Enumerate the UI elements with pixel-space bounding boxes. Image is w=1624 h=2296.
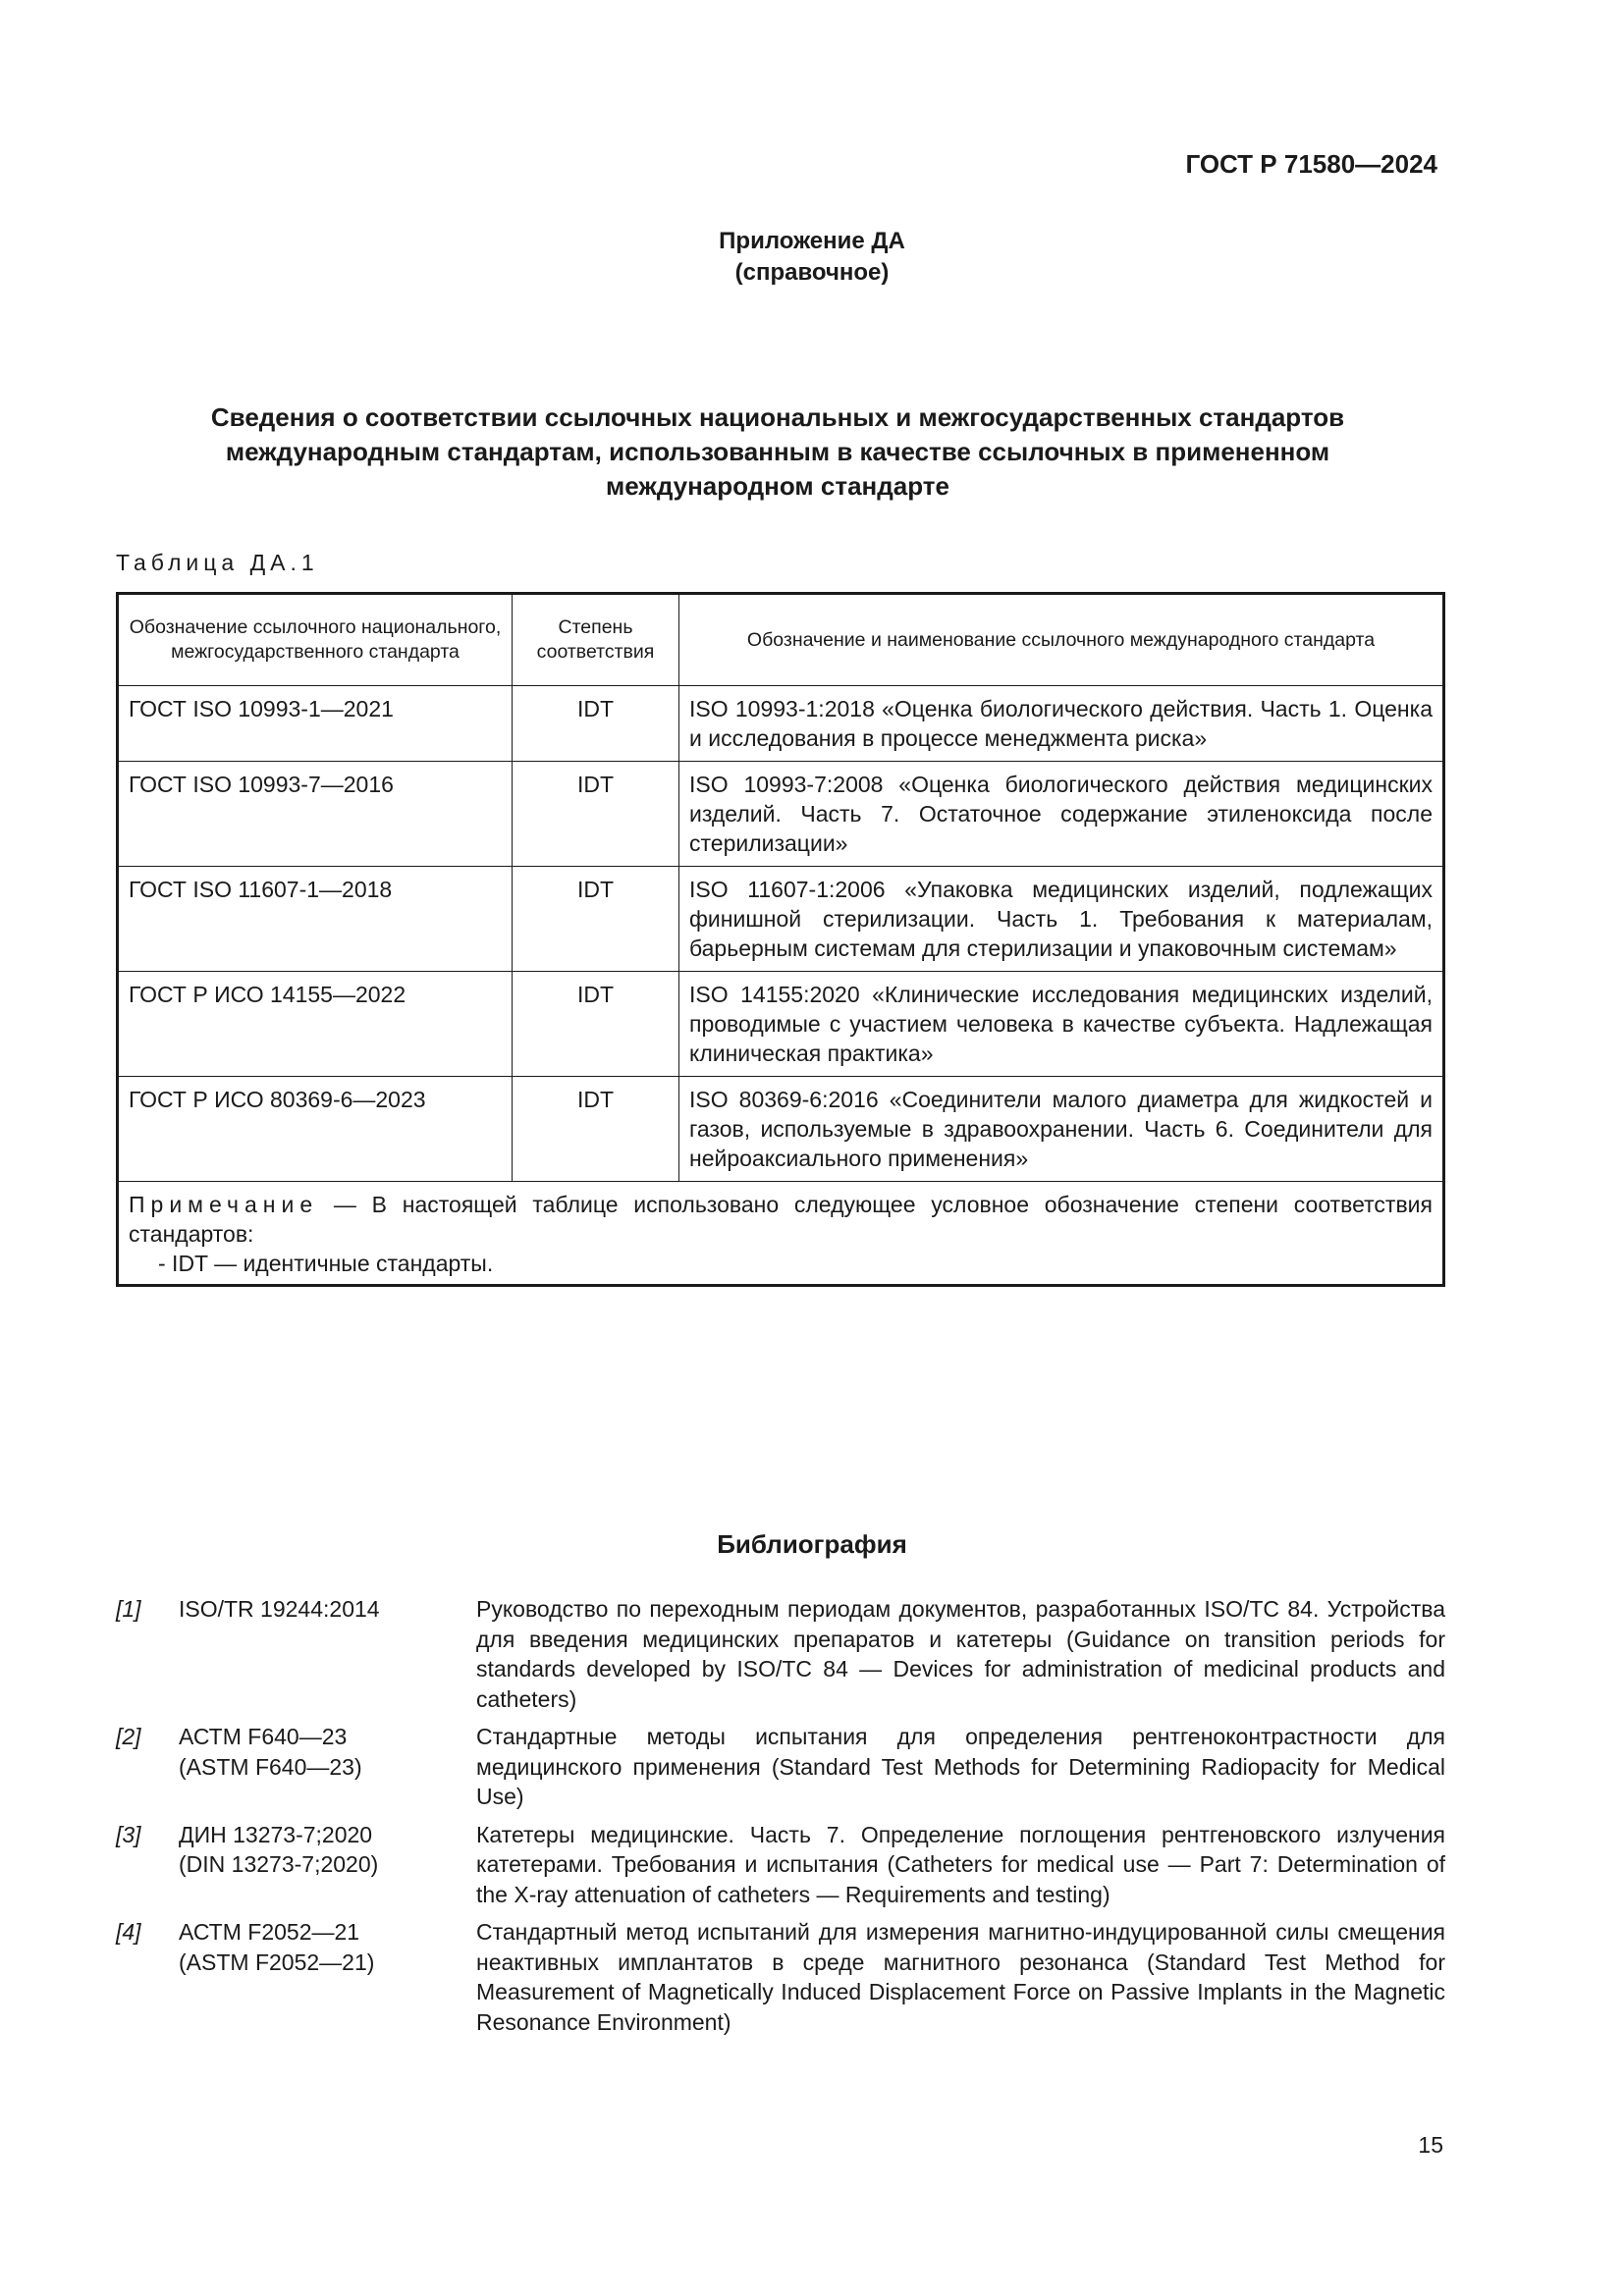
bib-number: [1] — [116, 1596, 141, 1622]
cell-national: ГОСТ ISO 11607-1—2018 — [118, 867, 513, 972]
table-row — [118, 686, 1444, 762]
cell-international: ISO 80369-6:2016 «Соединители малого диаметра для жидкостей и газов, используемые в здравоохранении. Часть 6. Соединители для нейроаксиального применения» — [679, 1077, 1444, 1182]
correspondence-table — [116, 592, 1445, 1287]
bib-code — [179, 1820, 476, 1910]
cell-international: ISO 14155:2020 «Клинические исследования медицинских изделий, проводимые с участием человека в качестве субъекта. Надлежащая клиническая практика» — [679, 972, 1444, 1077]
bibliography-entry — [116, 1722, 1445, 1812]
cell-degree: IDT — [513, 867, 679, 972]
cell-degree: IDT — [513, 1077, 679, 1182]
cell-degree: IDT — [513, 972, 679, 1077]
note-label: Примечание — [129, 1192, 319, 1217]
bib-code-primary: АСТМ F640—23 — [179, 1724, 348, 1749]
bib-number: [2] — [116, 1724, 141, 1749]
section-title-line: Сведения о соответствии ссылочных национальных и межгосударственных стандартов — [210, 402, 1345, 432]
appendix-heading — [0, 226, 1624, 289]
bib-number: [4] — [116, 1919, 141, 1945]
cell-international: ISO 10993-7:2008 «Оценка биологического действия медицинских изделий. Часть 7. Остаточное содержание этиленоксида после стерилизации» — [679, 762, 1444, 867]
header-degree: Степень соответствия — [513, 594, 679, 686]
cell-international: ISO 10993-1:2018 «Оценка биологического действия. Часть 1. Оценка и исследования в процессе менеджмента риска» — [679, 686, 1444, 762]
cell-national: ГОСТ ISO 10993-1—2021 — [118, 686, 513, 762]
bib-code-secondary: (DIN 13273-7;2020) — [179, 1851, 379, 1877]
bib-description: Катетеры медицинские. Часть 7. Определение поглощения рентгеновского излучения катетерами. Требования и испытания (Catheters for medical use — Part 7: Determination of the X-ray attenuation of catheters — Requirements and testing) — [476, 1821, 1445, 1907]
bibliography-entry — [116, 1594, 1445, 1714]
bib-description: Стандартный метод испытаний для измерения магнитно-индуцированной силы смещения неактивных имплантатов в среде магнитного резонанса (Standard Test Method for Measurement of Magnetically Induced Displacement Force on Passive Implants in the Magnetic Resonance Environment) — [476, 1919, 1445, 2035]
cell-national: ГОСТ ISO 10993-7—2016 — [118, 762, 513, 867]
cell-degree: IDT — [513, 686, 679, 762]
page-number: 15 — [1418, 2132, 1443, 2158]
appendix-title: Приложение ДА — [719, 228, 905, 254]
header-international-standard: Обозначение и наименование ссылочного международного стандарта — [679, 594, 1444, 686]
cell-international: ISO 11607-1:2006 «Упаковка медицинских изделий, подлежащих финишной стерилизации. Часть 1. Требования к материалам, барьерным системам для стерилизации и упаковочным системам» — [679, 867, 1444, 972]
bib-code — [179, 1917, 476, 2037]
correspondence-table-wrapper — [116, 592, 1445, 1287]
header-national-standard: Обозначение ссылочного национального, межгосударственного стандарта — [118, 594, 513, 686]
note-item: - IDT — идентичные стандарты. — [158, 1251, 494, 1276]
bib-code — [179, 1594, 476, 1714]
document-code: ГОСТ Р 71580—2024 — [1185, 149, 1437, 179]
bibliography-list — [116, 1594, 1445, 2045]
appendix-subtitle: (справочное) — [734, 259, 890, 286]
section-title-line: международном стандарте — [606, 471, 949, 501]
table-header-row — [118, 594, 1444, 686]
table-caption: Таблица ДА.1 — [116, 550, 319, 575]
bib-code-primary: АСТМ F2052—21 — [179, 1919, 360, 1945]
section-title — [118, 400, 1437, 504]
table-row — [118, 1077, 1444, 1182]
table-note-row — [118, 1182, 1444, 1286]
cell-degree: IDT — [513, 762, 679, 867]
bibliography-entry — [116, 1820, 1445, 1910]
cell-national: ГОСТ Р ИСО 80369-6—2023 — [118, 1077, 513, 1182]
table-row — [118, 972, 1444, 1077]
table-note — [118, 1182, 1444, 1286]
bib-description: Стандартные методы испытания для определения рентгеноконтрастности для медицинского применения (Standard Test Methods for Determining Radiopacity for Medical Use) — [476, 1724, 1445, 1809]
section-title-line: международным стандартам, использованным в качестве ссылочных в примененном — [225, 437, 1330, 466]
bib-code-primary: ISO/TR 19244:2014 — [179, 1596, 380, 1622]
bib-code-secondary: (ASTM F640—23) — [179, 1753, 362, 1780]
bibliography-title: Библиография — [717, 1529, 907, 1559]
bib-code — [179, 1722, 476, 1812]
bib-code-secondary: (ASTM F2052—21) — [179, 1949, 375, 1975]
bib-description: Руководство по переходным периодам документов, разработанных ISO/TC 84. Устройства для введения медицинских препаратов и катетеры (Guidance on transition periods for standards developed by ISO/TC 84 — Devices for administration of medicinal products and catheters) — [476, 1596, 1445, 1712]
bibliography-entry — [116, 1917, 1445, 2037]
table-row — [118, 762, 1444, 867]
table-row — [118, 867, 1444, 972]
bib-number: [3] — [116, 1821, 141, 1847]
note-text: — В настоящей таблице использовано следующее условное обозначение степени соответствия стандартов: — [129, 1192, 1433, 1247]
bib-code-primary: ДИН 13273-7;2020 — [179, 1821, 373, 1847]
cell-national: ГОСТ Р ИСО 14155—2022 — [118, 972, 513, 1077]
